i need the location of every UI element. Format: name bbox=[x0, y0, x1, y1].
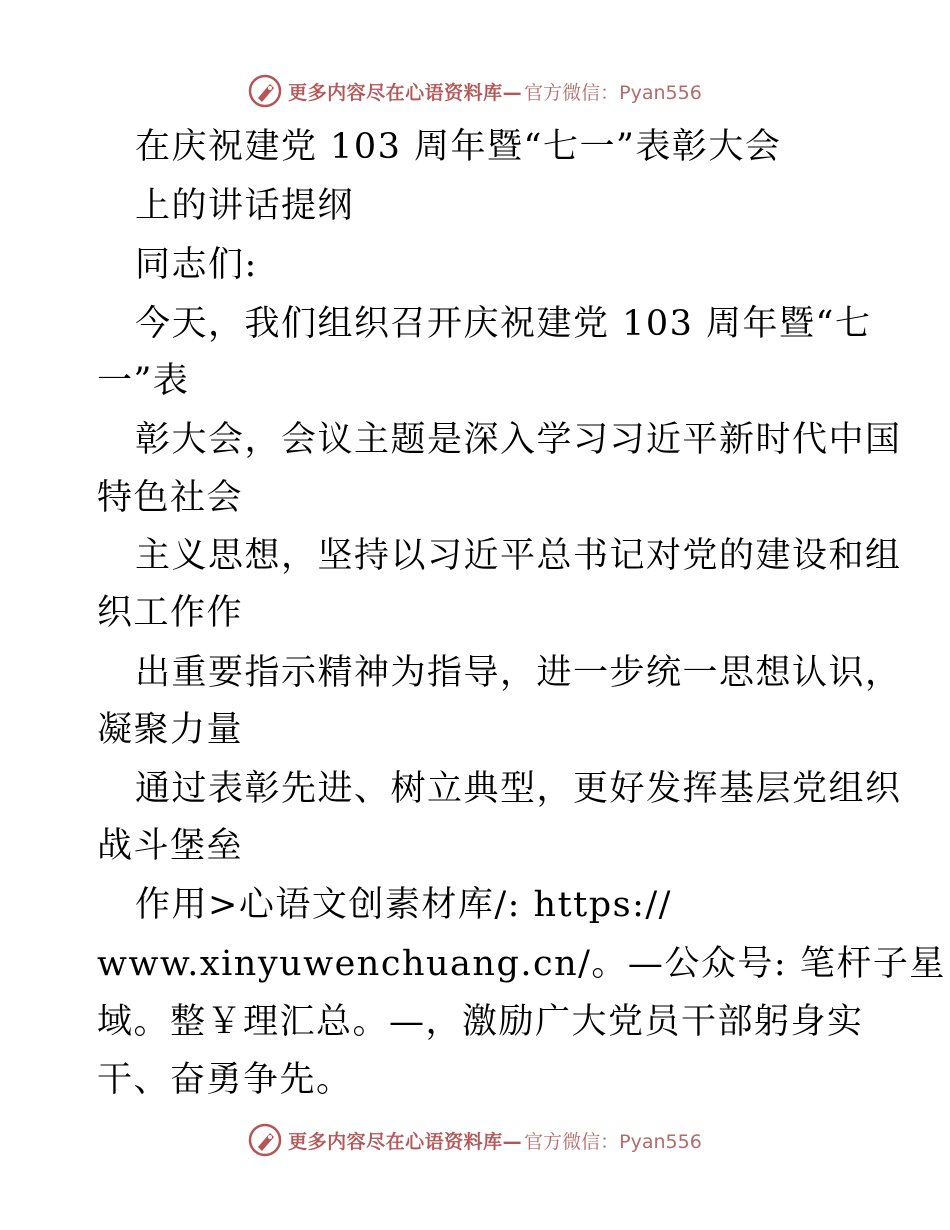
paragraph-line: 通过表彰先进、树立典型，更好发挥基层党组织 bbox=[135, 769, 902, 809]
paragraph-line: 织工作作 bbox=[97, 593, 244, 633]
document-title-line-1: 在庆祝建党 103 周年暨“七一”表彰大会 bbox=[135, 127, 782, 167]
watermark-wechat: 官方微信：Pyan556 bbox=[524, 1130, 702, 1153]
paragraph-line: 彰大会，会议主题是深入学习习近平新时代中国 bbox=[135, 420, 902, 460]
paragraph-line: 出重要指示精神为指导，进一步统一思想认识， bbox=[135, 653, 902, 693]
paragraph-line: 作用>心语文创素材库/: https:// bbox=[135, 885, 672, 925]
paragraph-line: 特色社会 bbox=[97, 478, 244, 518]
paragraph-line: 一”表 bbox=[97, 361, 190, 401]
watermark-wechat: 官方微信：Pyan556 bbox=[524, 81, 702, 104]
paragraph-line: 战斗堡垒 bbox=[97, 826, 244, 866]
paragraph-line: 干、奋勇争先。 bbox=[97, 1060, 353, 1100]
paragraph-line: 今天，我们组织召开庆祝建党 103 周年暨“七 bbox=[135, 304, 872, 344]
paragraph-line: www.xinyuwenchuang.cn/。—公众号: 笔杆子星 bbox=[97, 944, 946, 984]
paragraph-line: 主义思想，坚持以习近平总书记对党的建设和组 bbox=[135, 536, 902, 576]
document-title-line-2: 上的讲话提纲 bbox=[135, 186, 355, 226]
paragraph-line: 域。整￥理汇总。—，激励广大党员干部躬身实 bbox=[97, 1002, 864, 1042]
watermark-text: 更多内容尽在心语资料库— bbox=[288, 81, 523, 104]
watermark-text: 更多内容尽在心语资料库— bbox=[288, 1130, 523, 1153]
footer-watermark-banner bbox=[0, 1120, 950, 1160]
salutation: 同志们: bbox=[135, 245, 258, 285]
pen-nib-logo-icon bbox=[248, 1123, 282, 1157]
pen-nib-logo-icon bbox=[248, 74, 282, 108]
header-watermark-banner bbox=[0, 71, 950, 111]
paragraph-line: 凝聚力量 bbox=[97, 710, 244, 750]
